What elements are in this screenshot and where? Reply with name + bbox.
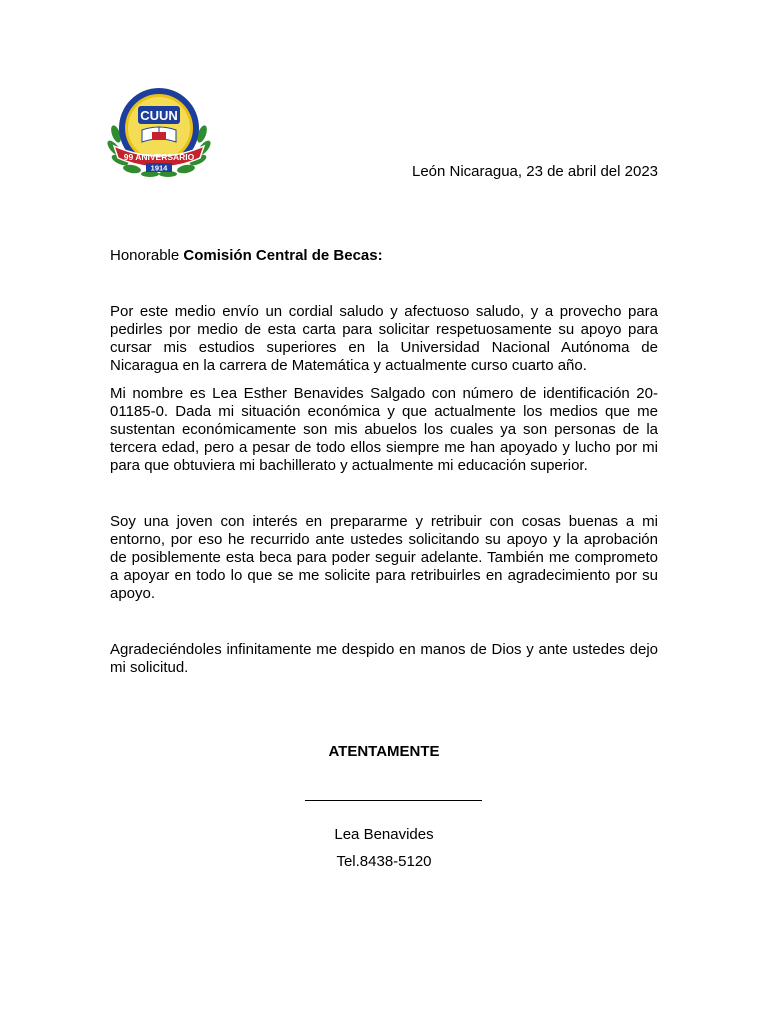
signer-phone: Tel.8438-5120: [336, 853, 432, 870]
body-paragraph: Soy una joven con interés en prepararme y retribuir con cosas buenas a mi entorno, por eso he recurrido ante ustedes solicitando su apoyo y la aprobación de posiblemente esta beca para poder seguir adelante. También me comprometo a apoyar en todo lo que se me solicite para retribuirles en agradecimiento por su apoyo.: [110, 513, 658, 602]
salutation-recipient: Comisión Central de Becas:: [183, 247, 383, 264]
signer-name: Lea Benavides: [334, 826, 434, 843]
letter-date: León Nicaragua, 23 de abril del 2023: [411, 163, 658, 180]
svg-text:CUUN: CUUN: [140, 108, 178, 123]
svg-text:1914: 1914: [150, 163, 168, 173]
body-paragraph: Por este medio envío un cordial saludo y afectuoso saludo, y a provecho para pedirles por medio de esta carta para solicitar respetuosamente su apoyo para cursar mis estudios superiores en la Universidad Nacional Autónoma de Nicaragua en la carrera de Matemática y actualmente curso cuarto año.: [110, 303, 658, 374]
signature-line: [305, 800, 482, 801]
salutation: [110, 246, 383, 266]
svg-text:99 ANIVERSARIO: 99 ANIVERSARIO: [123, 152, 195, 162]
body-paragraph: Mi nombre es Lea Esther Benavides Salgado con número de identificación 20-01185-0. Dada mi situación económica y que actualmente los medios que me sustentan económicamente son mis abuelos los cuales ya son personas de la tercera edad, pero a pesar de todo ellos siempre me han apoyado y lucho por mi para que obtuviera mi bachillerato y actualmente mi educación superior.: [110, 385, 658, 474]
salutation-prefix: Honorable: [110, 247, 184, 264]
body-paragraph: Agradeciéndoles infinitamente me despido en manos de Dios y ante ustedes dejo mi solicitud.: [110, 641, 658, 676]
closing-label: ATENTAMENTE: [328, 743, 440, 760]
